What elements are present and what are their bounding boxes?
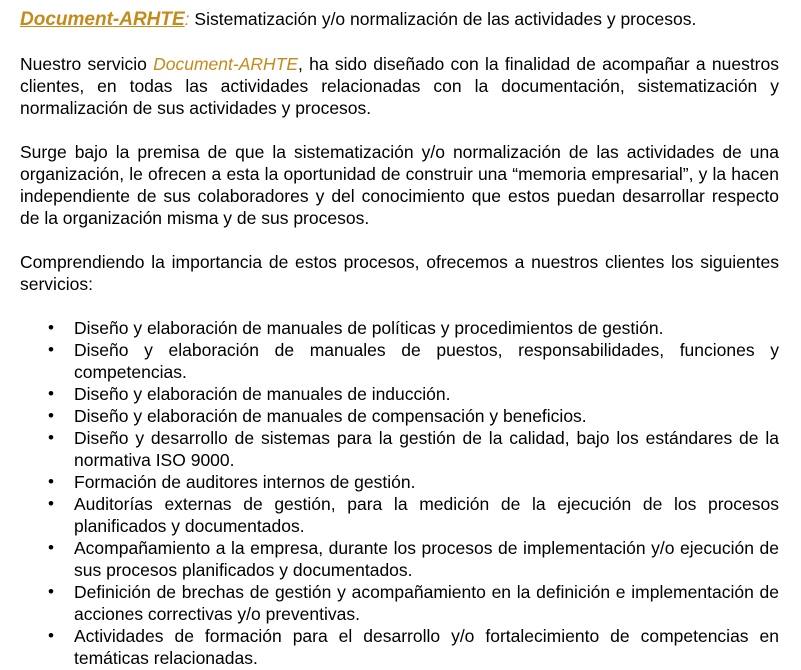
list-item xyxy=(48,493,779,537)
list-item xyxy=(48,581,779,625)
bullet-icon: • xyxy=(48,318,54,337)
services-intro-paragraph: Comprendiendo la importancia de estos procesos, ofrecemos a nuestros clientes los siguientes servicios: xyxy=(20,252,779,294)
bullet-icon: • xyxy=(48,538,54,557)
bullet-icon: • xyxy=(48,472,54,491)
list-item xyxy=(48,537,779,581)
bullet-icon: • xyxy=(48,428,54,447)
bullet-icon: • xyxy=(48,406,54,425)
service-text: Diseño y desarrollo de sistemas para la gestión de la calidad, bajo los estándares de la normativa ISO 9000. xyxy=(74,428,779,470)
service-text: Acompañamiento a la empresa, durante los procesos de implementación y/o ejecución de sus procesos planificados y documentados. xyxy=(74,538,779,580)
service-text: Diseño y elaboración de manuales de inducción. xyxy=(74,384,451,404)
page-heading xyxy=(20,8,779,31)
brand-title: Document-ARHTE xyxy=(20,9,185,30)
service-text: Diseño y elaboración de manuales de puestos, responsabilidades, funciones y competencias. xyxy=(74,340,779,382)
heading-colon: : xyxy=(184,9,190,29)
services-list xyxy=(20,317,779,669)
service-text: Definición de brechas de gestión y acompañamiento en la definición e implementación de acciones correctivas y/o preventivas. xyxy=(74,582,779,624)
service-text: Actividades de formación para el desarrollo y/o fortalecimiento de competencias en temáticas relacionadas. xyxy=(74,626,779,668)
list-item xyxy=(48,471,779,493)
list-item xyxy=(48,339,779,383)
service-text: Auditorías externas de gestión, para la medición de la ejecución de los procesos planificados y documentados. xyxy=(74,494,779,536)
bullet-icon: • xyxy=(48,582,54,601)
premise-paragraph: Surge bajo la premisa de que la sistematización y/o normalización de las actividades de una organización, le ofrecen a esta la oportunidad de construir una “memoria empresarial”, y la hacen independiente de sus colaboradores y del conocimiento que estos puedan desarrollar respecto de la organización misma y de sus procesos. xyxy=(20,142,779,228)
intro-text-after: , ha sido diseñado con la finalidad de acompañar a nuestros clientes, en todas las actividades relacionadas con la documentación, sistematización y normalización de sus actividades y procesos. xyxy=(20,54,779,118)
list-item xyxy=(48,317,779,339)
bullet-icon: • xyxy=(48,340,54,359)
list-item xyxy=(48,625,779,669)
heading-subtitle: Sistematización y/o normalización de las actividades y procesos. xyxy=(189,9,697,29)
list-item xyxy=(48,405,779,427)
bullet-icon: • xyxy=(48,384,54,403)
intro-paragraph xyxy=(20,53,779,119)
list-item xyxy=(48,427,779,471)
service-text: Formación de auditores internos de gestión. xyxy=(74,472,416,492)
service-text: Diseño y elaboración de manuales de compensación y beneficios. xyxy=(74,406,587,426)
list-item xyxy=(48,383,779,405)
service-text: Diseño y elaboración de manuales de políticas y procedimientos de gestión. xyxy=(74,318,664,338)
bullet-icon: • xyxy=(48,626,54,645)
bullet-icon: • xyxy=(48,494,54,513)
intro-text-before: Nuestro servicio xyxy=(20,54,154,74)
intro-brand-name: Document-ARHTE xyxy=(153,54,299,74)
